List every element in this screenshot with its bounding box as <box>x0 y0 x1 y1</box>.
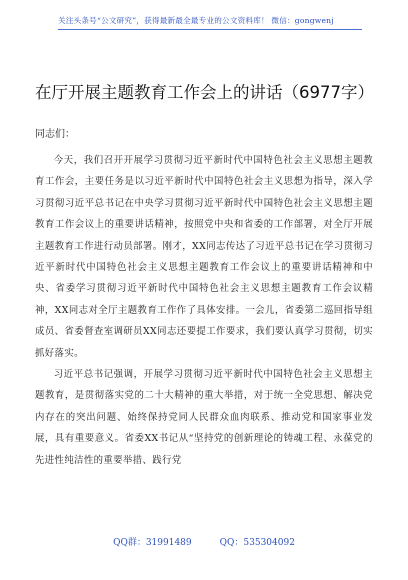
document-title: 在厅开展主题教育工作会上的讲话（6977字） <box>35 83 374 102</box>
document-body <box>35 150 373 471</box>
greeting: 同志们： <box>35 129 75 140</box>
paragraph-2: 习近平总书记强调，开展学习贯彻习近平新时代中国特色社会主义思想主题教育，是贯彻落实党的二十大精神的重大举措，对于统一全党思想、解决党内存在的突出问题、始终保持党同人民群众血肉联系、推动党和国家事业发展，具有重要意义。省委XX书记从“坚持党的创新理论的铸魂工程、永葆党的先进性纯洁性的重要举措、践行党 <box>35 369 373 466</box>
footer-qq: QQ：535304092 <box>219 538 295 548</box>
footer-contact <box>0 535 408 548</box>
paragraph-1: 今天，我们召开开展学习贯彻习近平新时代中国特色社会主义思想主题教育工作会，主要任务是以习近平新时代中国特色社会主义思想为指导，深入学习贯彻习近平总书记在中央学习贯彻习近平新时代中国特色社会主义思想主题教育工作会议上的重要讲话精神，按照党中央和省委的工作部署，对全厅开展主题教育工作进行动员部署。刚才，XX同志传达了习近平总书记在学习贯彻习近平新时代中国特色社会主义思想主题教育工作会议上的重要讲话精神和中央、省委学习贯彻习近平新时代中国特色社会主义思想主题教育工作会议精神，XX同志对全厅主题教育工作作了具体安排。一会儿，省委第二巡回指导组成员、省委督查室调研员XX同志还要提工作要求，我们要认真学习贯彻，切实抓好落实。 <box>35 155 373 359</box>
footer-qq-group: QQ群：31991489 <box>113 538 192 548</box>
header-banner: 关注头条号“公文研究”，获得最新最全最专业的公文资料库！ 微信：gongwenj <box>58 15 362 30</box>
